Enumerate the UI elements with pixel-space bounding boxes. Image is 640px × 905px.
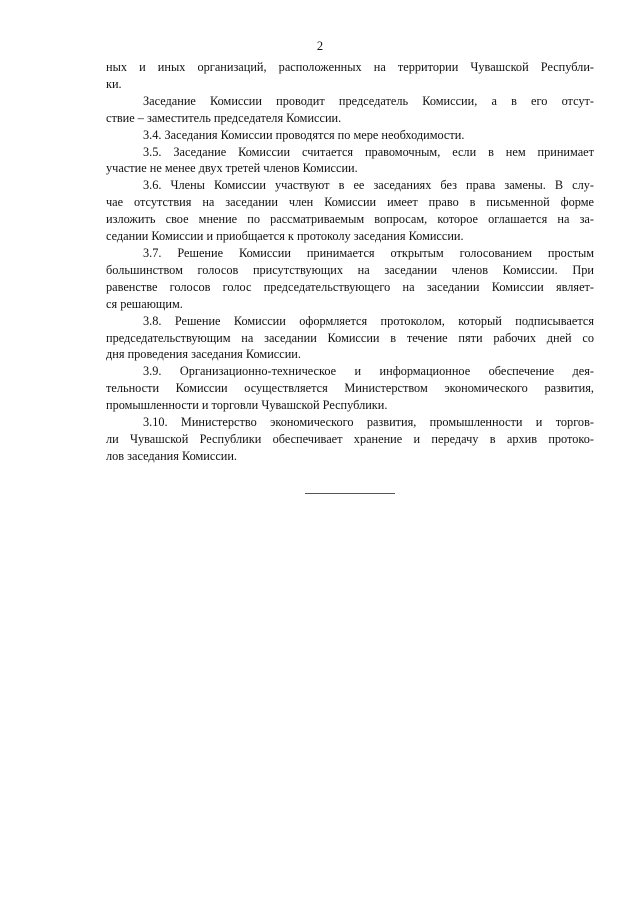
paragraph-3-5 xyxy=(106,144,594,178)
document-end-divider xyxy=(305,493,395,494)
text-line: Заседание Комиссии проводит председатель Комиссии, а в его отсут- xyxy=(143,93,594,108)
text-line: промышленности и торговли Чувашской Республики. xyxy=(106,398,388,413)
paragraph-3-7 xyxy=(106,245,594,313)
text-line: 3.7. Решение Комиссии принимается открытым голосованием простым xyxy=(143,245,594,260)
text-line: 3.9. Организационно-техническое и информационное обеспечение дея- xyxy=(143,364,594,379)
document-body xyxy=(106,59,594,465)
text-line: ся решающим. xyxy=(106,296,183,311)
text-line: 3.8. Решение Комиссии оформляется протоколом, который подписывается xyxy=(143,313,594,328)
paragraph-3-8 xyxy=(106,313,594,364)
text-line: 3.5. Заседание Комиссии считается правомочным, если в нем принимает xyxy=(143,144,594,159)
text-line: ки. xyxy=(106,76,122,91)
text-line: большинством голосов присутствующих на заседании членов Комиссии. При xyxy=(106,262,594,277)
paragraph-3-4 xyxy=(106,127,594,144)
paragraph-3-6 xyxy=(106,177,594,245)
text-line: 3.10. Министерство экономического развития, промышленности и торгов- xyxy=(143,415,594,430)
text-line: 3.6. Члены Комиссии участвуют в ее заседаниях без права замены. В слу- xyxy=(143,178,594,193)
text-line: дня проведения заседания Комиссии. xyxy=(106,347,301,362)
paragraph-3-10 xyxy=(106,414,594,465)
text-line: седании Комиссии и приобщается к протоколу заседания Комиссии. xyxy=(106,229,464,244)
paragraph-chairperson xyxy=(106,93,594,127)
text-line: тельности Комиссии осуществляется Министерством экономического развития, xyxy=(106,381,594,396)
text-line: изложить свое мнение по рассматриваемым вопросам, которое оглашается на за- xyxy=(106,212,594,227)
text-line: ли Чувашской Республики обеспечивает хранение и передачу в архив протоко- xyxy=(106,431,594,446)
page-number: 2 xyxy=(316,39,324,53)
paragraph-3-9 xyxy=(106,363,594,414)
text-line: 3.4. Заседания Комиссии проводятся по мере необходимости. xyxy=(143,127,465,142)
text-line: ствие – заместитель председателя Комиссии. xyxy=(106,110,342,125)
text-line: равенстве голосов голос председательствующего на заседании Комиссии являет- xyxy=(106,279,594,294)
text-line: лов заседания Комиссии. xyxy=(106,448,238,463)
text-line: председательствующим на заседании Комиссии в течение пяти рабочих дней со xyxy=(106,330,594,345)
text-line: чае отсутствия на заседании член Комиссии имеет право в письменной форме xyxy=(106,195,594,210)
paragraph-continuation xyxy=(106,59,594,93)
text-line: ных и иных организаций, расположенных на территории Чувашской Республи- xyxy=(106,60,594,74)
text-line: участие не менее двух третей членов Комиссии. xyxy=(106,161,358,176)
